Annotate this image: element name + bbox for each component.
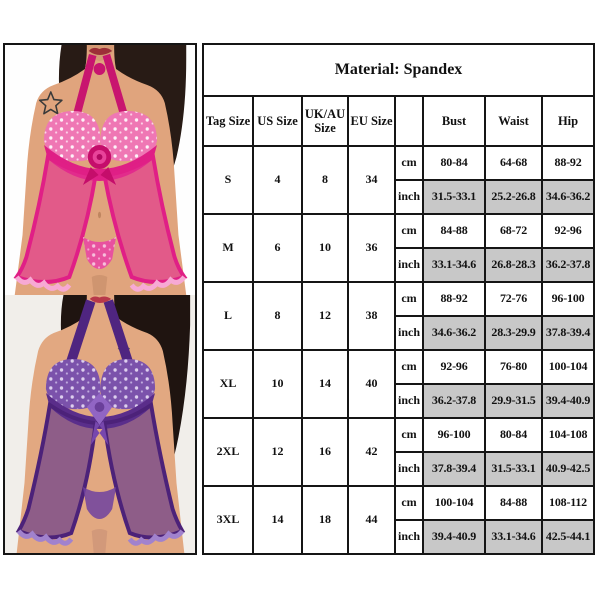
eu-size-value: 42 (348, 418, 395, 486)
us-size-value: 10 (253, 350, 302, 418)
size-row-xl-cm (203, 350, 594, 384)
hip-cm: 100-104 (542, 350, 594, 384)
waist-cm: 80-84 (485, 418, 542, 452)
tag-size-value: L (203, 282, 253, 350)
waist-cm: 72-76 (485, 282, 542, 316)
unit-label-inch: inch (395, 520, 423, 554)
col-header-waist: Waist (485, 96, 542, 146)
bust-inch: 34.6-36.2 (423, 316, 485, 350)
waist-inch: 26.8-28.3 (485, 248, 542, 282)
unit-label-cm: cm (395, 214, 423, 248)
unit-label-inch: inch (395, 248, 423, 282)
material-header-row (203, 44, 594, 96)
col-header-us-size: US Size (253, 96, 302, 146)
size-row-2xl-cm (203, 418, 594, 452)
size-row-m-cm (203, 214, 594, 248)
hip-cm: 104-108 (542, 418, 594, 452)
tag-size-value: S (203, 146, 253, 214)
bust-cm: 80-84 (423, 146, 485, 180)
product-photo-pink (5, 45, 195, 295)
waist-inch: 28.3-29.9 (485, 316, 542, 350)
unit-label-cm: cm (395, 282, 423, 316)
us-size-value: 12 (253, 418, 302, 486)
size-chart-table (202, 43, 595, 555)
pink-babydoll-illustration (5, 45, 195, 295)
tag-size-value: XL (203, 350, 253, 418)
eu-size-value: 40 (348, 350, 395, 418)
purple-babydoll-illustration (5, 295, 195, 553)
tag-size-value: M (203, 214, 253, 282)
col-header-hip: Hip (542, 96, 594, 146)
hip-inch: 34.6-36.2 (542, 180, 594, 214)
uk-size-value: 10 (302, 214, 348, 282)
bust-inch: 39.4-40.9 (423, 520, 485, 554)
unit-label-cm: cm (395, 418, 423, 452)
eu-size-value: 34 (348, 146, 395, 214)
waist-cm: 64-68 (485, 146, 542, 180)
col-header-eu-size: EU Size (348, 96, 395, 146)
hip-cm: 88-92 (542, 146, 594, 180)
unit-label-inch: inch (395, 384, 423, 418)
col-header-uk-au-size: UK/AU Size (302, 96, 348, 146)
bust-inch: 36.2-37.8 (423, 384, 485, 418)
uk-size-value: 18 (302, 486, 348, 554)
bust-cm: 100-104 (423, 486, 485, 520)
unit-label-cm: cm (395, 486, 423, 520)
product-photo-frame (3, 43, 197, 555)
bust-cm: 92-96 (423, 350, 485, 384)
hip-cm: 108-112 (542, 486, 594, 520)
uk-size-value: 16 (302, 418, 348, 486)
bust-inch: 31.5-33.1 (423, 180, 485, 214)
waist-cm: 76-80 (485, 350, 542, 384)
us-size-value: 6 (253, 214, 302, 282)
uk-size-value: 14 (302, 350, 348, 418)
unit-label-inch: inch (395, 452, 423, 486)
product-photo-purple (5, 295, 195, 553)
waist-cm: 84-88 (485, 486, 542, 520)
waist-inch: 33.1-34.6 (485, 520, 542, 554)
hip-inch: 39.4-40.9 (542, 384, 594, 418)
column-header-row (203, 96, 594, 146)
eu-size-value: 44 (348, 486, 395, 554)
us-size-value: 8 (253, 282, 302, 350)
unit-label-cm: cm (395, 350, 423, 384)
waist-inch: 31.5-33.1 (485, 452, 542, 486)
uk-size-value: 12 (302, 282, 348, 350)
size-row-s-cm (203, 146, 594, 180)
size-row-3xl-cm (203, 486, 594, 520)
bust-cm: 84-88 (423, 214, 485, 248)
col-header-bust: Bust (423, 96, 485, 146)
bust-inch: 37.8-39.4 (423, 452, 485, 486)
tag-size-value: 3XL (203, 486, 253, 554)
col-header-unit (395, 96, 423, 146)
us-size-value: 14 (253, 486, 302, 554)
hip-inch: 42.5-44.1 (542, 520, 594, 554)
waist-inch: 25.2-26.8 (485, 180, 542, 214)
col-header-tag-size: Tag Size (203, 96, 253, 146)
bust-cm: 96-100 (423, 418, 485, 452)
uk-size-value: 8 (302, 146, 348, 214)
waist-inch: 29.9-31.5 (485, 384, 542, 418)
bust-inch: 33.1-34.6 (423, 248, 485, 282)
bust-cm: 88-92 (423, 282, 485, 316)
hip-cm: 96-100 (542, 282, 594, 316)
hip-inch: 40.9-42.5 (542, 452, 594, 486)
waist-cm: 68-72 (485, 214, 542, 248)
eu-size-value: 36 (348, 214, 395, 282)
material-label: Material: Spandex (203, 44, 594, 96)
hip-inch: 37.8-39.4 (542, 316, 594, 350)
size-row-l-cm (203, 282, 594, 316)
unit-label-inch: inch (395, 180, 423, 214)
eu-size-value: 38 (348, 282, 395, 350)
hip-cm: 92-96 (542, 214, 594, 248)
us-size-value: 4 (253, 146, 302, 214)
unit-label-inch: inch (395, 316, 423, 350)
unit-label-cm: cm (395, 146, 423, 180)
hip-inch: 36.2-37.8 (542, 248, 594, 282)
tag-size-value: 2XL (203, 418, 253, 486)
